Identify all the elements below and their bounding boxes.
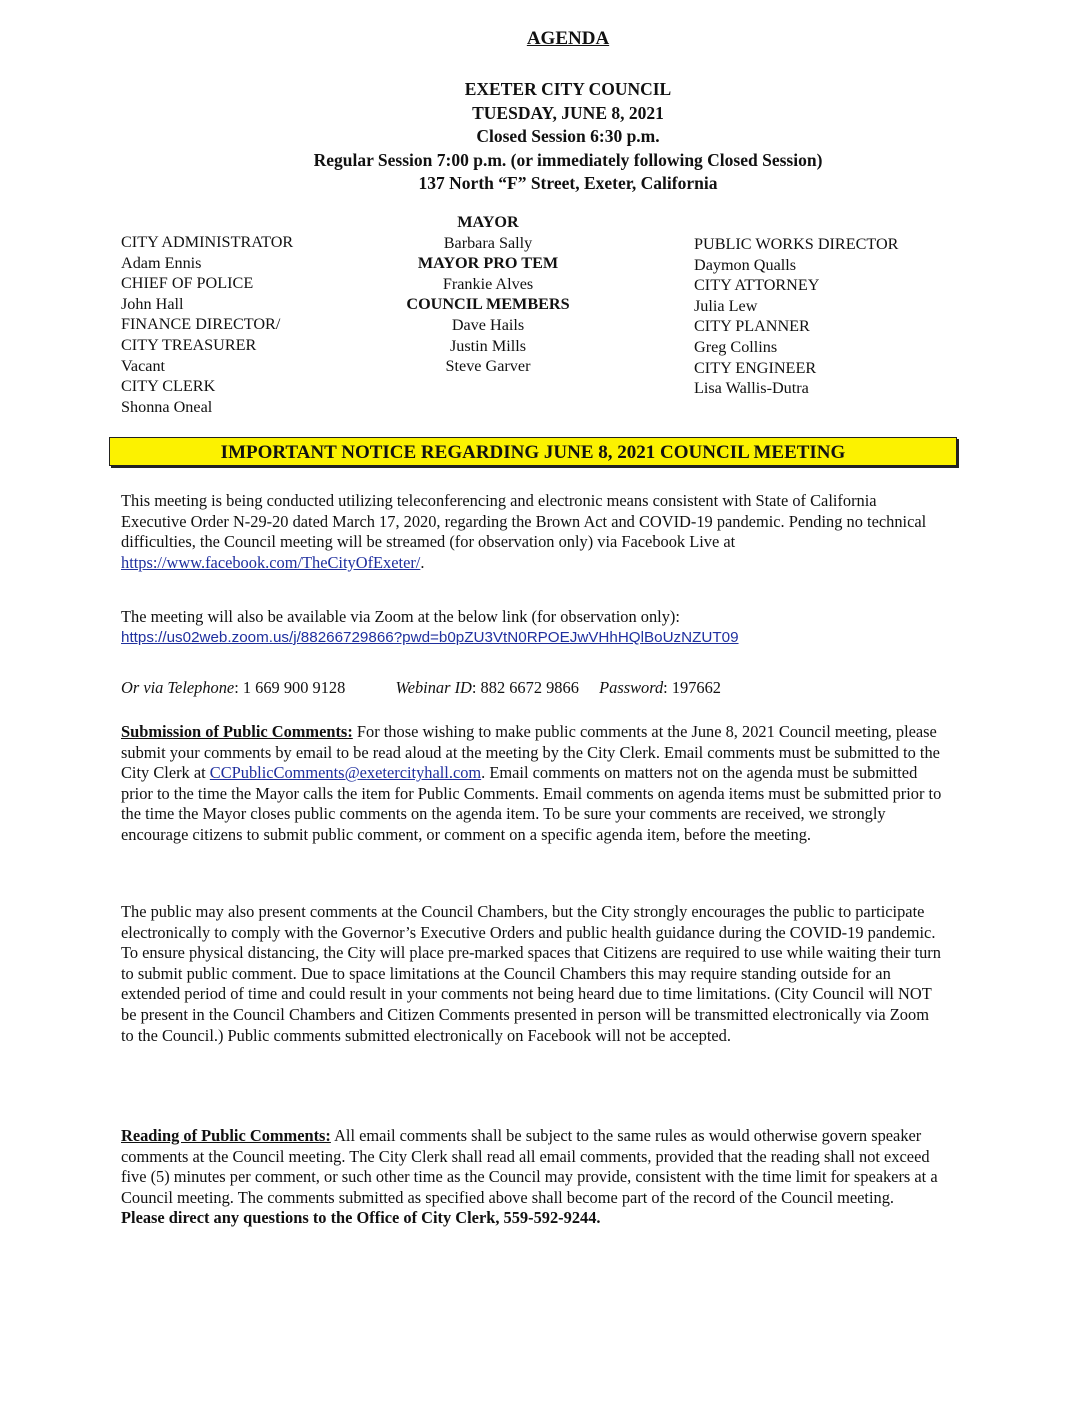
staff-entry: CITY TREASURER [121,335,257,354]
password-value: 197662 [671,678,721,697]
staff-entry: John Hall [121,294,184,313]
staff-entry: Adam Ennis [121,253,202,272]
public-presence-paragraph: The public may also present comments at the Council Chambers, but the City strongly encourages the public to participate electronically to comply with the Governor’s Executive Orders and public health guidance during the COVID-19 pandemic. To ensure physical distancing, the City will place pre-marked spaces that Citizens are required to use while waiting their turn to submit public comment. Due to space limitations at the Council Chambers this may require standing outside for an extended period of time and could result in your comments not being heard due to time limitations. (City Council will NOT be present in the Council Chambers and Citizen Comments presented in person will be transmitted electronically via Zoom to the Council.) Public comments submitted electronically on Facebook will not be accepted. [121,902,941,1045]
zoom-link[interactable]: https://us02web.zoom.us/j/88266729866?pwd=b0pZU3VtN0RPOEJwVHhHQlBoUzNZUT09 [121,629,739,646]
page-title: AGENDA [526,28,610,49]
staff-entry: CITY ADMINISTRATOR [121,233,294,251]
zoom-intro: The meeting will also be available via Zoom at the below link (for observation only): [121,607,680,626]
staff-entry: Julia Lew [694,296,758,315]
staff-entry: PUBLIC WORKS DIRECTOR [694,235,899,253]
meeting-header [0,78,1088,196]
staff-left-column [121,232,293,417]
telephone-number: 1 669 900 9128 [242,678,346,697]
closed-session-time: Closed Session 6:30 p.m. [476,126,660,146]
telephone-line: Or via Telephone: 1 669 900 9128 Webinar ID: 882 6672 9866 Password: 197662 [121,678,721,697]
council-member: Dave Hails [451,315,525,334]
reading-heading: Reading of Public Comments: [121,1126,331,1145]
mayor-pro-tem-name: Frankie Alves [442,274,534,293]
staff-entry: Shonna Oneal [121,397,213,416]
public-comments-email-link[interactable]: CCPublicComments@exetercityhall.com [209,763,482,783]
reading-paragraph [121,1126,943,1229]
webinar-label: Webinar ID [395,678,472,697]
teleconference-paragraph [121,491,943,573]
council-member: Steve Garver [445,357,531,376]
staff-entry: CITY ATTORNEY [694,276,820,295]
staff-entry: CITY ENGINEER [694,358,817,377]
mayor-pro-tem-heading: MAYOR PRO TEM [417,254,559,273]
submission-text-continued: . Email comments on matters not on the agenda must be submitted prior to the time the Mayor calls the item for Public Comments. Email comments on agenda items must be submitted prior to the time the Mayor closes public comments on the agenda item. To be sure your comments are received, we strongly encourage citizens to submit public comment, or comment on a specific agenda item, before the meeting. [121,763,942,844]
regular-session-time: Regular Session 7:00 p.m. (or immediately following Closed Session) [313,149,823,170]
council-members-heading: COUNCIL MEMBERS [406,295,570,314]
teleconference-end: . [420,552,425,572]
staff-entry: CHIEF OF POLICE [121,274,254,293]
webinar-id: 882 6672 9866 [480,678,579,697]
facebook-link[interactable]: https://www.facebook.com/TheCityOfExeter/ [121,552,421,572]
staff-entry: CITY CLERK [121,377,216,396]
staff-right-column [694,234,898,399]
staff-entry: CITY PLANNER [694,317,810,336]
staff-entry: Greg Collins [694,337,778,356]
mayor-heading: MAYOR [457,213,519,231]
council-name: EXETER CITY COUNCIL [464,79,672,99]
teleconference-text: This meeting is being conducted utilizing teleconferencing and electronic means consistent with State of California Executive Order N-29-20 dated March 17, 2020, regarding the Brown Act and COVID-19 pandemic. Pending no technical difficulties, the Council meeting will be streamed (for observation only) via Facebook Live at [121,491,927,552]
council-member: Justin Mills [449,336,526,355]
staff-entry: Lisa Wallis-Dutra [694,379,809,398]
important-notice-banner: IMPORTANT NOTICE REGARDING JUNE 8, 2021 COUNCIL MEETING [109,437,957,466]
staff-entry: Daymon Qualls [694,255,797,274]
council-column [370,212,606,377]
mayor-name: Barbara Sally [443,233,533,252]
submission-heading: Submission of Public Comments: [121,722,353,741]
submission-text: For those wishing to make public comments at the June 8, 2021 Council meeting, please submit your comments by email to be read aloud at the meeting by the City Clerk. Email comments must be submitted to the City Clerk at [121,722,940,783]
staff-entry: FINANCE DIRECTOR/ [121,315,281,334]
reading-text: All email comments shall be subject to the same rules as would otherwise govern speaker comments at the Council meeting. The City Clerk shall read all email comments, provided that the reading shall not exceed five (5) minutes per comment, or such other time as the Council may provide, consistent with the time limit for speakers at a Council meeting. The comments submitted as specified above shall become part of the record of the Council meeting. [121,1126,938,1207]
meeting-address: 137 North “F” Street, Exeter, California [418,173,718,193]
contact-line: Please direct any questions to the Office of City Clerk, 559-592-9244. [121,1208,601,1228]
meeting-date: TUESDAY, JUNE 8, 2021 [472,102,664,123]
submission-paragraph [121,722,943,846]
telephone-label: Or via Telephone [121,678,235,697]
password-label: Password [599,678,664,697]
staff-entry: Vacant [121,356,166,375]
